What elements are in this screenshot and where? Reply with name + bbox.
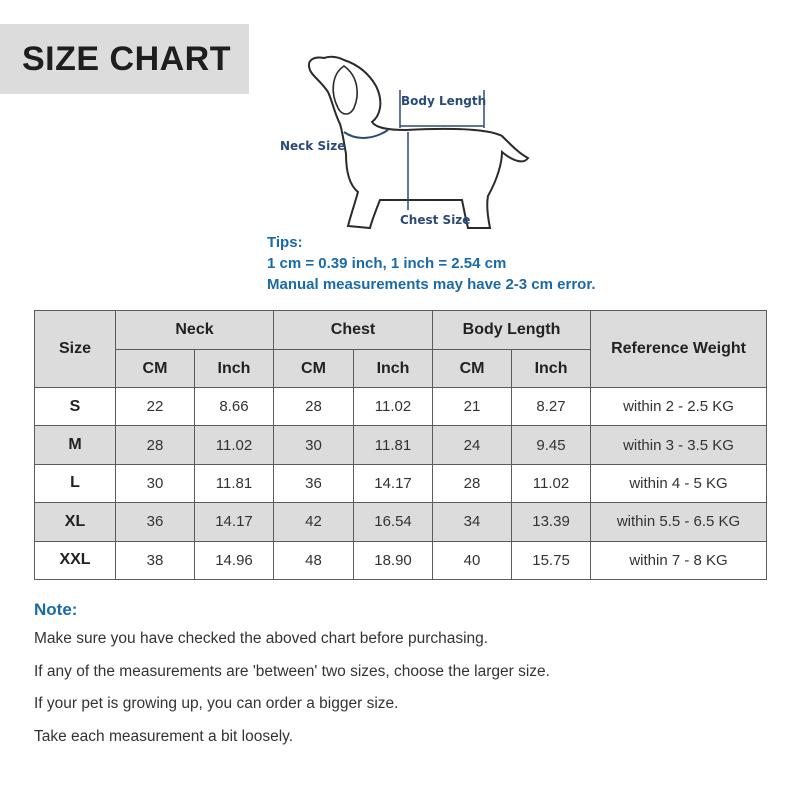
body-cm-cell: 40 [433,541,512,579]
header-chest-cm: CM [274,350,354,388]
neck-inch-cell: 11.02 [195,426,274,464]
neck-cm-cell: 38 [116,541,195,579]
header-reference-weight: Reference Weight [591,311,767,388]
weight-cell: within 3 - 3.5 KG [591,426,767,464]
chest-inch-cell: 16.54 [354,503,433,541]
neck-cm-cell: 36 [116,503,195,541]
chest-cm-cell: 36 [274,464,354,502]
tips-error-note: Manual measurements may have 2-3 cm error. [267,276,596,293]
chest-inch-cell: 11.81 [354,426,433,464]
table-row [35,503,767,541]
tips-block [267,232,596,295]
neck-size-label: Neck Size [280,139,346,153]
chest-cm-cell: 42 [274,503,354,541]
tips-conversion: 1 cm = 0.39 inch, 1 inch = 2.54 cm [267,255,507,272]
size-cell: XL [35,503,116,541]
header-neck-inch: Inch [195,350,274,388]
size-cell: L [35,464,116,502]
chest-cm-cell: 30 [274,426,354,464]
size-cell: XXL [35,541,116,579]
dog-measurement-diagram [276,50,546,235]
chest-cm-cell: 48 [274,541,354,579]
neck-inch-cell: 14.17 [195,503,274,541]
title-banner [0,24,249,94]
table-row [35,464,767,502]
weight-cell: within 4 - 5 KG [591,464,767,502]
chest-size-label: Chest Size [400,213,471,227]
note-line: Take each measurement a bit loosely. [34,728,294,746]
header-chest-inch: Inch [354,350,433,388]
neck-inch-cell: 14.96 [195,541,274,579]
header-body-length: Body Length [433,311,591,350]
note-section [34,600,550,760]
body-cm-cell: 21 [433,388,512,426]
size-cell: S [35,388,116,426]
body-inch-cell: 15.75 [512,541,591,579]
size-cell: M [35,426,116,464]
tips-heading: Tips: [267,234,303,251]
body-inch-cell: 8.27 [512,388,591,426]
body-inch-cell: 13.39 [512,503,591,541]
header-size: Size [35,311,116,388]
weight-cell: within 5.5 - 6.5 KG [591,503,767,541]
chest-inch-cell: 14.17 [354,464,433,502]
body-inch-cell: 11.02 [512,464,591,502]
header-neck: Neck [116,311,274,350]
table-row [35,388,767,426]
neck-inch-cell: 8.66 [195,388,274,426]
neck-cm-cell: 30 [116,464,195,502]
neck-cm-cell: 28 [116,426,195,464]
chest-inch-cell: 18.90 [354,541,433,579]
note-line: If any of the measurements are 'between' two sizes, choose the larger size. [34,662,550,680]
body-length-label: Body Length [401,94,487,108]
note-line: If your pet is growing up, you can order a bigger size. [34,695,399,713]
size-chart-table [34,310,767,580]
body-inch-cell: 9.45 [512,426,591,464]
table-row [35,426,767,464]
table-row [35,541,767,579]
header-neck-cm: CM [116,350,195,388]
weight-cell: within 7 - 8 KG [591,541,767,579]
header-body-cm: CM [433,350,512,388]
neck-cm-cell: 22 [116,388,195,426]
neck-inch-cell: 11.81 [195,464,274,502]
body-cm-cell: 34 [433,503,512,541]
chest-cm-cell: 28 [274,388,354,426]
page-title: SIZE CHART [22,39,231,78]
note-line: Make sure you have checked the aboved chart before purchasing. [34,630,489,647]
body-cm-cell: 24 [433,426,512,464]
weight-cell: within 2 - 2.5 KG [591,388,767,426]
header-chest: Chest [274,311,433,350]
note-title: Note: [34,600,78,619]
chest-inch-cell: 11.02 [354,388,433,426]
header-body-inch: Inch [512,350,591,388]
body-cm-cell: 28 [433,464,512,502]
